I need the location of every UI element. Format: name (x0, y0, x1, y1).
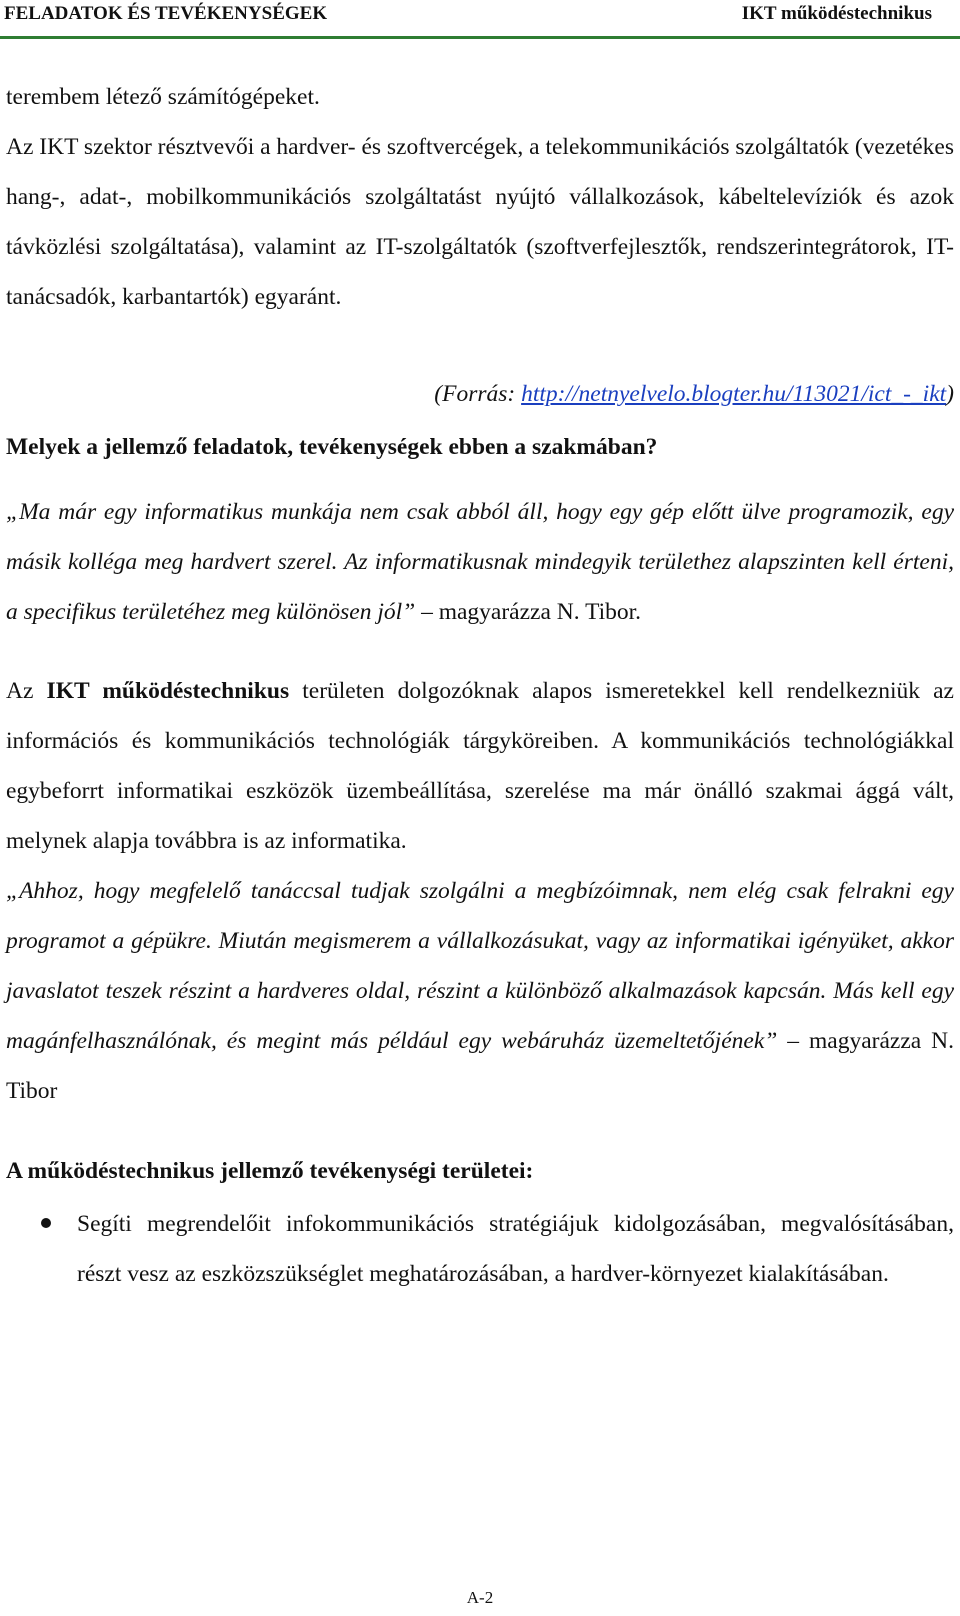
page-number: A-2 (466, 1588, 494, 1607)
quote-paragraph-1 (6, 487, 954, 637)
bullet-icon (41, 1218, 51, 1228)
source-suffix: ) (946, 381, 954, 407)
paragraph-ikt-sector: Az IKT szektor résztvevői a hardver- és szoftvercégek, a telekommunikációs szolgáltatók (vezetékes hang-, adat-, mobilkommunikációs szolgáltatást nyújtó vállalkozások, kábeltelevíziók és azok távközlési szolgáltatása), valamint az IT-szolgáltatók (szoftverfejlesztők, rendszerintegrátorok, IT-tanácsadók, karbantartók) egyaránt. (6, 134, 954, 310)
profession-name-bold: IKT működéstechnikus (46, 678, 290, 704)
quote-text: „Ahhoz, hogy megfelelő tanáccsal tudjak szolgálni a megbízóimnak, nem elég csak felrakni egy programot a gépükre. Miután megismerem a vállalkozásukat, vagy az informatikai igényüket, akkor javaslatot teszek részint a hardveres oldal, részint a különböző alkalmazások kapcsán. Más kell egy magánfelhasználónak, és megint más például egy webáruház üzemeltetőjének” (6, 878, 954, 1054)
quote-text: „Ma már egy informatikus munkája nem csak abból áll, hogy egy gép előtt ülve programozik, egy másik kolléga meg hardvert szerel. Az informatikusnak mindegyik területhez alapszinten kell érteni, a specifikus területéhez meg különösen jól” (6, 499, 954, 625)
header-section-title: FELADATOK ÉS TEVÉKENYSÉGEK (4, 3, 328, 24)
quote-attribution: – magyarázza N. Tibor (6, 1028, 954, 1104)
heading-activity-areas: A működéstechnikus jellemző tevékenységi területei: (6, 1158, 534, 1184)
heading-tasks-question: Melyek a jellemző feladatok, tevékenységek ebben a szakmában? (6, 434, 658, 460)
paragraph-ikt-technician-rest: területen dolgozóknak alapos ismeretekkel kell rendelkezniük az információs és kommunikációs technológiák tárgyköreiben. A kommunikációs technológiákkal egybeforrt informatikai eszközök üzembeállítása, szerelése ma már önálló szakmai ággá vált, melynek alapja továbbra is az informatika. (6, 678, 954, 854)
intro-line: terembem létező számítógépeket. (6, 84, 320, 110)
header-profession-title: IKT működéstechnikus (741, 3, 932, 24)
quote-attribution: – magyarázza N. Tibor. (415, 599, 642, 625)
quote-paragraph-2 (6, 866, 954, 1116)
list-item-text: Segíti megrendelőit infokommunikációs stratégiájuk kidolgozásában, megvalósításában, részt vesz az eszközszükséglet meghatározásában, a hardver-környezet kialakításában. (77, 1211, 954, 1287)
activity-list (6, 1199, 954, 1299)
page-content (6, 72, 954, 1299)
paragraph-ikt-technician (6, 666, 954, 866)
page-header (0, 0, 960, 39)
paragraph-ikt-technician-start: Az (6, 678, 47, 704)
source-link[interactable]: http://netnyelvelo.blogter.hu/113021/ict_-_ikt (521, 381, 947, 407)
source-citation (6, 379, 954, 409)
list-item (6, 1199, 954, 1299)
source-prefix: (Forrás: (434, 381, 522, 407)
